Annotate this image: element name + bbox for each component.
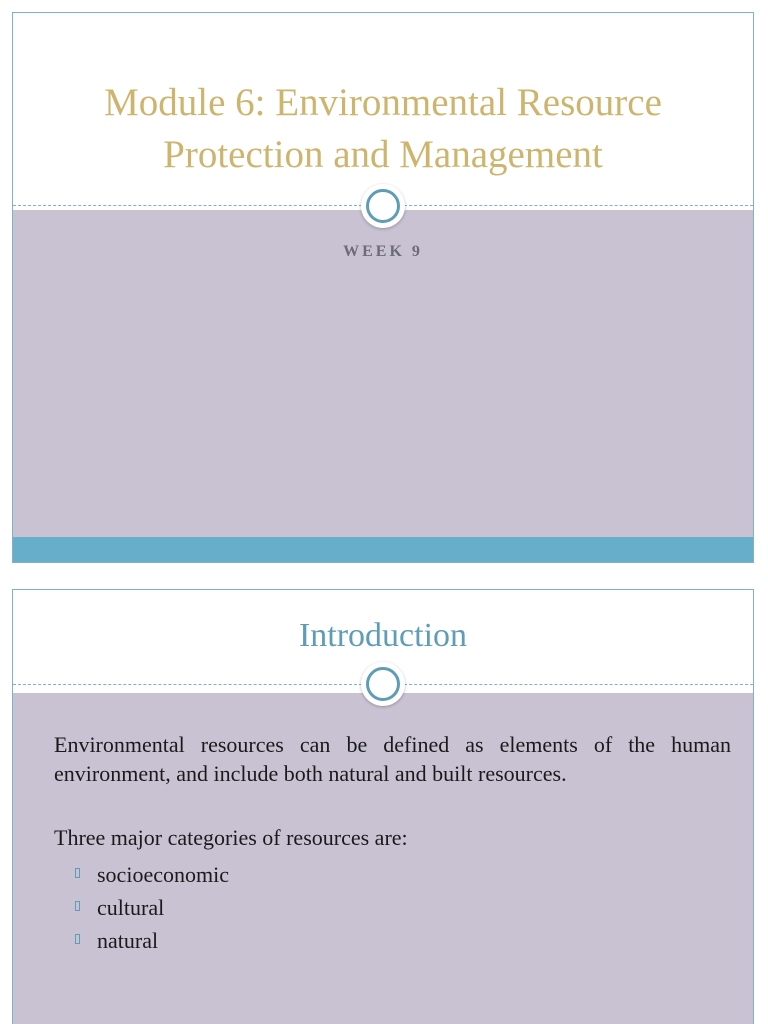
slide-content: [54, 730, 731, 957]
bullet-icon: [75, 868, 80, 878]
title-line-2: Protection and Management: [163, 133, 603, 176]
slide-title: Introduction: [298, 617, 468, 654]
bullet-icon: [75, 901, 80, 911]
title-slide: [12, 12, 754, 563]
list-item: [54, 924, 731, 957]
title-line-1: Module 6: Environmental Resource: [104, 81, 662, 124]
definition-paragraph: Environmental resources can be defined as elements of the human environment, and include both natural and built resources.: [54, 732, 731, 786]
divider-circle-icon: [361, 662, 405, 706]
list-item: [54, 858, 731, 891]
bottom-accent-bar: [13, 537, 753, 563]
divider-circle-icon: [361, 184, 405, 228]
list-intro: Three major categories of resources are:: [54, 825, 408, 850]
introduction-slide: [12, 589, 754, 1024]
slide-body: [13, 210, 753, 537]
category-list: [54, 858, 731, 957]
bullet-icon: [75, 934, 80, 944]
slide-title: [13, 77, 753, 181]
slide-subtitle: WEEK 9: [343, 243, 423, 260]
list-item-label: socioeconomic: [97, 862, 229, 887]
list-item-label: natural: [97, 928, 159, 953]
list-item: [54, 891, 731, 924]
list-item-label: cultural: [97, 895, 165, 920]
title-area: [13, 13, 753, 205]
